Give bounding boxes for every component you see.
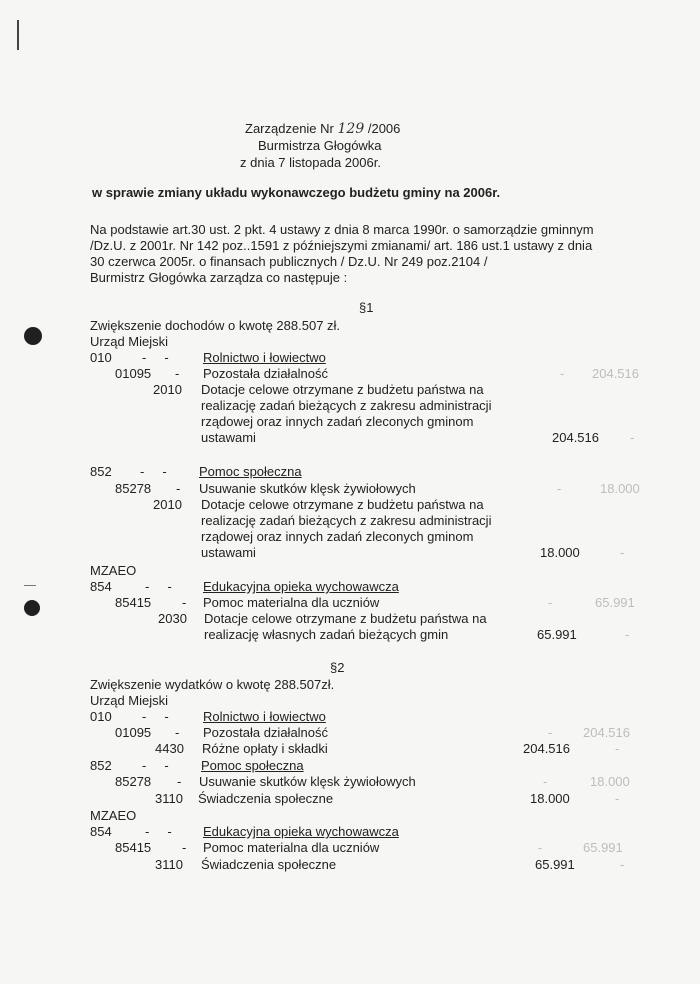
rozdzial-code: 85415 [115, 595, 152, 610]
rozdzial-name: Pozostała działalność [203, 725, 329, 740]
dzial-code: 854 [90, 579, 112, 594]
paragraf-code: 2010 [153, 382, 182, 397]
amount: 204.516 [583, 725, 630, 740]
dzial-code: 010 [90, 350, 112, 365]
order-date: z dnia 7 listopada 2006r. [240, 155, 381, 170]
paragraf-code: 4430 [155, 741, 184, 756]
rozdzial-name: Pozostała działalność [203, 366, 329, 381]
dzial-code: 854 [90, 824, 112, 839]
amount: 204.516 [552, 430, 599, 445]
order-title-suffix: /2006 [367, 121, 401, 136]
order-title [245, 121, 400, 137]
amount-dash: - [630, 430, 635, 445]
handwritten-number: 129 [337, 121, 365, 137]
preamble-line: 30 czerwca 2005r. o finansach publicznych / Dz.U. Nr 249 poz.2104 / [90, 254, 488, 269]
paragraf-name: Świadczenia społeczne [198, 791, 334, 806]
issuer: Burmistrza Głogówka [258, 138, 382, 153]
rozdzial-code: 85278 [115, 774, 152, 789]
amount: 65.991 [535, 857, 575, 872]
amount: 18.000 [530, 791, 570, 806]
dzial-name: Rolnictwo i łowiectwo [203, 350, 326, 365]
paragraf-name: Świadczenia społeczne [201, 857, 337, 872]
amount-dash: - [560, 366, 565, 381]
paragraf-line: Dotacje celowe otrzymane z budżetu państwa na [201, 497, 484, 512]
order-title-prefix: Zarządzenie Nr [245, 121, 334, 136]
rozdzial-dash: - [177, 774, 182, 789]
paragraf-code: 3110 [155, 791, 183, 806]
dzial-code: 010 [90, 709, 112, 724]
scan-mark [24, 585, 36, 586]
dzial-name: Rolnictwo i łowiectwo [203, 709, 326, 724]
rozdzial-code: 85415 [115, 840, 152, 855]
amount-dash: - [543, 774, 548, 789]
section-intro: Zwiększenie dochodów o kwotę 288.507 zł. [90, 318, 341, 333]
amount-dash: - [615, 791, 620, 806]
rozdzial-name: Usuwanie skutków klęsk żywiołowych [199, 481, 416, 496]
rozdzial-code: 01095 [115, 725, 152, 740]
rozdzial-name: Pomoc materialna dla uczniów [203, 595, 380, 610]
dzial-name: Pomoc społeczna [199, 464, 302, 479]
section-heading: §2 [330, 660, 345, 675]
paragraf-code: 2030 [158, 611, 187, 626]
paragraf-line: ustawami [201, 545, 256, 560]
rozdzial-dash: - [182, 840, 187, 855]
amount: 65.991 [583, 840, 623, 855]
amount-dash: - [620, 545, 625, 560]
amount: 18.000 [540, 545, 580, 560]
amount-dash: - [620, 857, 625, 872]
unit-name: Urząd Miejski [90, 334, 169, 349]
paragraf-line: ustawami [201, 430, 256, 445]
preamble-line: Burmistrz Głogówka zarządza co następuje : [90, 270, 348, 285]
rozdzial-dash: - [176, 481, 181, 496]
amount: 65.991 [537, 627, 577, 642]
paragraf-line: realizację własnych zadań bieżących gmin [204, 627, 449, 642]
paragraf-line: Dotacje celowe otrzymane z budżetu państwa na [204, 611, 487, 626]
paragraf-line: rządowej oraz innych zadań zleconych gminom [201, 414, 474, 429]
amount-dash: - [548, 725, 553, 740]
dzial-name: Pomoc społeczna [201, 758, 304, 773]
amount: 204.516 [592, 366, 639, 381]
dzial-name: Edukacyjna opieka wychowawcza [203, 824, 399, 839]
dzial-dashes: - - [142, 758, 169, 773]
amount-dash: - [557, 481, 562, 496]
amount: 18.000 [590, 774, 630, 789]
subject-line: w sprawie zmiany układu wykonawczego budżetu gminy na 2006r. [92, 185, 501, 200]
amount-dash: - [625, 627, 630, 642]
unit-name: MZAEO [90, 563, 137, 578]
amount: 18.000 [600, 481, 640, 496]
amount-dash: - [548, 595, 553, 610]
rozdzial-name: Usuwanie skutków klęsk żywiołowych [199, 774, 416, 789]
rozdzial-dash: - [182, 595, 187, 610]
preamble-line: /Dz.U. z 2001r. Nr 142 poz..1591 z późniejszymi zmianami/ art. 186 ust.1 ustawy z dnia [90, 238, 593, 253]
paragraf-code: 3110 [155, 857, 183, 872]
amount: 204.516 [523, 741, 570, 756]
rozdzial-code: 01095 [115, 366, 152, 381]
rozdzial-code: 85278 [115, 481, 152, 496]
unit-name: Urząd Miejski [90, 693, 169, 708]
scan-mark [17, 20, 19, 50]
punch-hole [24, 600, 40, 616]
dzial-dashes: - - [140, 464, 167, 479]
paragraf-line: Dotacje celowe otrzymane z budżetu państwa na [201, 382, 484, 397]
paragraf-name: Różne opłaty i składki [202, 741, 328, 756]
dzial-dashes: - - [145, 824, 172, 839]
preamble-line: Na podstawie art.30 ust. 2 pkt. 4 ustawy z dnia 8 marca 1990r. o samorządzie gminnym [90, 222, 594, 237]
dzial-dashes: - - [142, 350, 169, 365]
dzial-name: Edukacyjna opieka wychowawcza [203, 579, 399, 594]
paragraf-line: rządowej oraz innych zadań zleconych gminom [201, 529, 474, 544]
dzial-dashes: - - [142, 709, 169, 724]
paragraf-code: 2010 [153, 497, 182, 512]
rozdzial-dash: - [175, 725, 180, 740]
amount: 65.991 [595, 595, 635, 610]
paragraf-line: realizację zadań bieżących z zakresu administracji [201, 398, 492, 413]
punch-hole [24, 327, 42, 345]
dzial-code: 852 [90, 758, 112, 773]
rozdzial-name: Pomoc materialna dla uczniów [203, 840, 380, 855]
amount-dash: - [538, 840, 543, 855]
unit-name: MZAEO [90, 808, 137, 823]
rozdzial-dash: - [175, 366, 180, 381]
section-intro: Zwiększenie wydatków o kwotę 288.507zł. [90, 677, 335, 692]
paragraf-line: realizację zadań bieżących z zakresu administracji [201, 513, 492, 528]
section-heading: §1 [359, 300, 374, 315]
dzial-code: 852 [90, 464, 112, 479]
dzial-dashes: - - [145, 579, 172, 594]
amount-dash: - [615, 741, 620, 756]
